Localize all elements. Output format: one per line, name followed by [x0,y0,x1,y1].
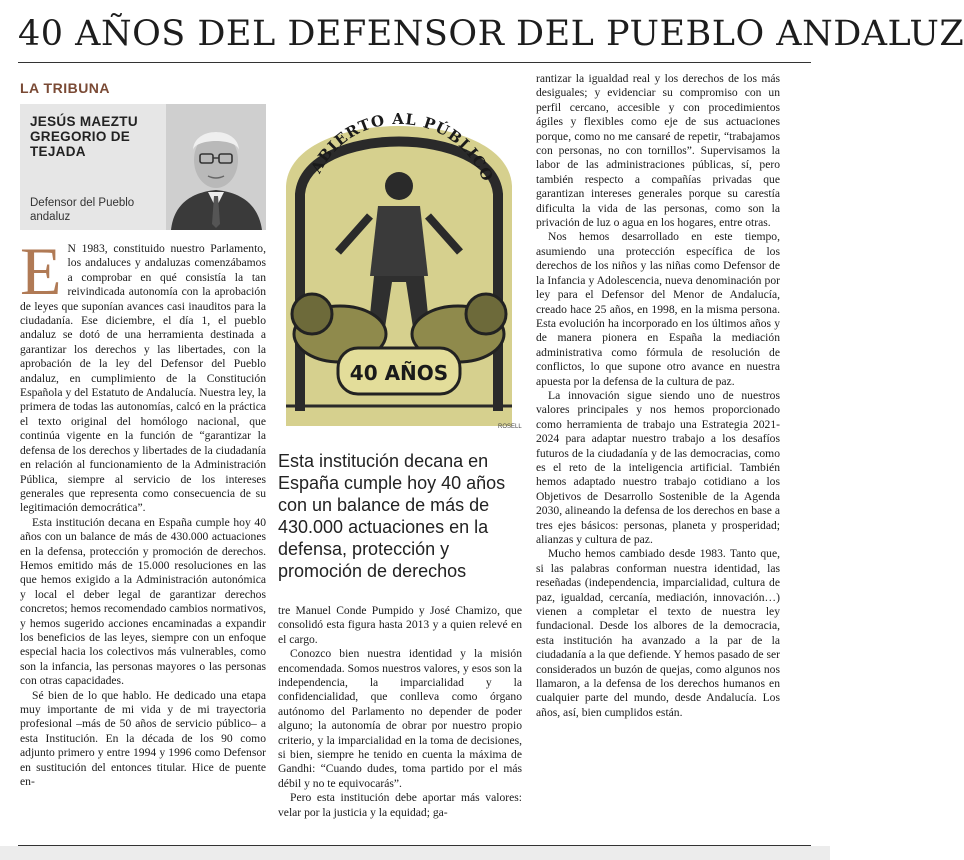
column-3 [536,72,780,720]
paragraph: Pero esta institución debe aportar más valores: velar por la justicia y la equidad; ga- [278,791,522,819]
paragraph: Mucho hemos cambiado desde 1983. Tanto que, si las palabras conforman nuestra identidad, las reseñadas (independencia, imparcialidad, cultura de paz, igualdad, cercanía, mediación, innovación…) vienen a completar el texto de nuestra ley fundacional. Desde los albores de la democracia, esta institución ha avanzado a la par de la ciudadanía a la que defiende. Y hemos pasado de ser considerados un buzón de quejas, como algunos nos llamaron, a la defensa de los derechos humanos en cualquier parte del mundo, desde Andalucía. Los años, así, bien cumplidos están. [536,547,780,719]
paragraph: Nos hemos desarrollado en este tiempo, asumiendo una protección específica de los derechos de los niños y las niñas como Defensor de la Infancia y Adolescencia, nueva denominación por ley para el Defensor del Menor de Andalucía, creado hace 25 años, en 1998, en la misma persona. Esta evolución ha incorporado en los últimos años y de manera pionera en España la mediación administrativa como fórmula de resolución de conflictos, lo que supone otro avance en nuestra apuesta por la defensa de la cultura de paz. [536,230,780,388]
author-portrait-icon [166,104,266,230]
illustration-credit: ROSELL [498,424,522,430]
byline-box [20,104,266,230]
section-label: LA TRIBUNA [20,80,111,96]
svg-text:ABIERTO AL PÚBLICO: ABIERTO AL PÚBLICO [307,109,498,185]
headline-rule [18,62,811,63]
lead-quote: Esta institución decana en España cumple hoy 40 años con un balance de más de 430.000 actuaciones en la defensa, protección y promoción de derechos [278,451,506,581]
headline: 40 AÑOS DEL DEFENSOR DEL PUEBLO ANDALUZ [18,14,964,54]
paragraph: Conozco bien nuestra identidad y la misión encomendada. Somos nuestros valores, y esos son la independencia, la imparcialidad y la confidencialidad, que conlleva como órgano autónomo del Parlamento no depender de poder alguno; la autonomía de obrar por nuestro propio criterio, y la imparcialidad en la toma de decisiones, si bien, siempre he tenido en cuenta la máxima de Gandhi: “Cuando dudes, toma partido por el más débil y no te equivocarás”. [278,647,522,790]
author-name: JESÚS MAEZTU GREGORIO DE TEJADA [30,114,138,159]
author-role: Defensor del Pueblo andaluz [30,197,135,223]
paragraph: rantizar la igualdad real y los derechos de los más desiguales; y evidenciar su compromiso con un perfil cercano, accesible y con procedimientos ágiles y flexibles como eje de sus actuaciones porque, como no me cansaré de repetir, “trabajamos con personas, no con tornillos”. Supervisamos la labor de las administraciones públicas, sí, pero también respecto a compañías privadas que garantizan intereses generales porque su carestía dificulta la vida de las personas, como son la privación de luz o agua en los hogares, entre otras. [536,72,780,230]
drop-cap: E [20,233,62,309]
paragraph: N 1983, constituido nuestro Parlamento, los andaluces y andaluzas comenzábamos a comprobar en qué consistía la tan reivindicada autonomía con la aprobación de leyes que suponían avances casi inauditos para la ciudadanía. Ese diciembre, el día 1, el pueblo andaluz se dotó de una herramienta destinada a garantizar los derechos y las libertades, con la aprobación de la ley del Defensor del Pueblo andaluz, en cumplimiento de la Constitución Española y del Estatuto de Andalucía. Nuestra ley, la primera de todas las autonomías, calcó en la práctica el texto original del homólogo nacional, que continúa vigente en la función de “garantizar la defensa de los derechos y libertades de la ciudadanía en relación al funcionamiento de la Administración Pública, siempre al servicio de los intereses generales que representa como consecuencia de su legitimación democrática”. [20,242,266,515]
column-2 [278,604,522,820]
svg-text:40 AÑOS: 40 AÑOS [349,361,449,385]
column-1 [20,233,266,789]
paragraph: Esta institución decana en España cumple hoy 40 años con un balance de más de 430.000 actuaciones en la defensa, protección y promoción de derechos. Hemos emitido más de 15.000 resoluciones en las que hemos exigido a la Administración autonómica y local el deber legal de garantizar derechos concretos; hemos recomendado cambios normativos, y hemos sugerido acciones encaminadas a expandir los beneficios de las leyes, siempre con un enfoque especial hacia los colectivos más vulnerables, como son la infancia, las personas mayores o las personas con otras capacidades. [20,515,266,688]
paragraph: La innovación sigue siendo uno de nuestros valores principales y nos hemos proporcionado como herramienta de trabajo una Estrategia 2021-2024 para adaptar nuestro trabajo a los desafíos futuros de la ciudadanía y de las democracias, como es el reto de la inteligencia artificial. También hemos adaptado nuestro trabajo cotidiano a los Objetivos de Desarrollo Sostenible de la Agenda 2030, alineando la defensa de los derechos en base a tres ejes básicos: personas, planeta y prosperidad; alianzas y cultura de paz. [536,388,780,546]
paragraph: Sé bien de lo que hablo. He dedicado una etapa muy importante de mi vida y de mi trayectoria profesional –más de 50 años de servicio público– a esta Institución. En la década de los 90 como adjunto primero y entre 1994 y 1996 como Defensor en sustitución del entonces titular. Hice de puente en- [20,688,266,789]
page-bottom-bar [0,846,830,860]
illustration-drawing-icon [278,66,520,436]
author-photo [166,104,266,230]
paragraph: tre Manuel Conde Pumpido y José Chamizo, que consolidó esta figura hasta 2013 y a quien relevé en el cargo. [278,604,522,646]
illustration [278,66,520,436]
